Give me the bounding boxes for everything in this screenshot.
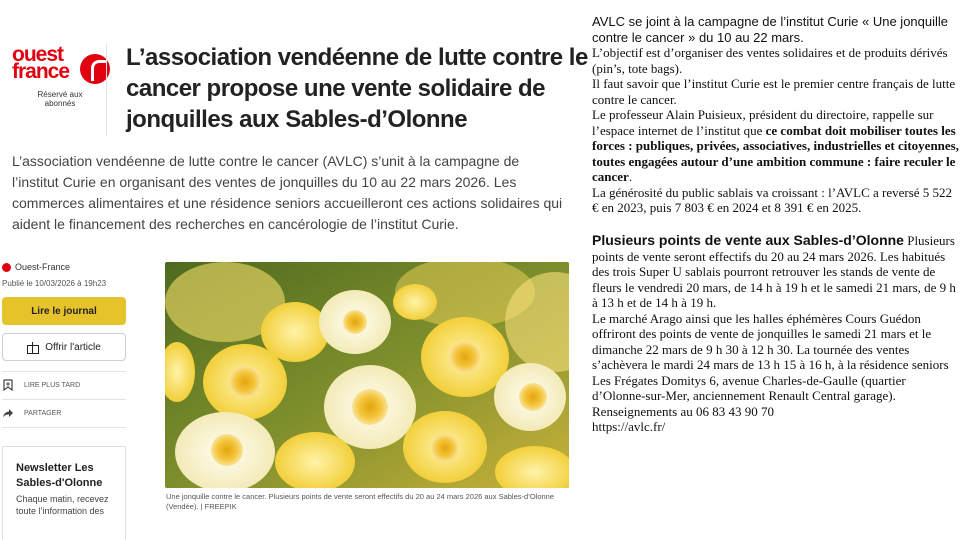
divider [2,371,126,372]
photo-caption: Une jonquille contre le cancer. Plusieurs points de vente seront effectifs du 20 au 24 mars 2026 aux Sables-d’Olonne (Vendée). | FREEPIK [166,492,555,511]
paragraph-quote [592,107,960,185]
offer-article-label: Offrir l'article [45,341,101,353]
daffodil-photo [165,262,569,488]
divider [2,427,126,428]
article-chapo [12,151,592,235]
ouest-france-logo[interactable] [8,40,104,135]
bookmark-icon [2,379,14,391]
offer-article-button[interactable] [2,333,126,361]
article-source [2,262,70,272]
paragraph: Le marché Arago ainsi que les halles éphémères Cours Guédon offriront des points de vente de jonquilles le samedi 21 mars et le dimanche 22 mars de 9 h 30 à 12 h 30. La tournée des ventes s’achèvera le mardi 24 mars de 13 h 15 à 16 h, à la résidence seniors Les Frégates Domitys 6, avenue Charles-de-Gaulle (quartier d’Olonne-sur-Mer, anciennement Renault Central garage). Renseignements au 06 83 43 90 70 [592,310,949,419]
newsletter-text: Chaque matin, recevez toute l’information des [16,494,109,516]
newsletter-title: Newsletter Les Sables-d'Olonne [16,462,103,489]
quote-lead: Le professeur Alain Puisieux, président du directoire, rappelle sur l’espace internet de l’institut que [592,107,934,138]
read-journal-button[interactable]: Lire le journal [2,297,126,325]
logo-divider [106,44,107,136]
pasted-article-text [592,14,960,435]
daffodil-photo-drawing [165,262,569,488]
source-name: Ouest-France [15,262,71,272]
spacer [592,216,960,232]
paragraph: La générosité du public sablais va croissant : l’AVLC a reversé 5 522 € en 2023, puis 7 803 € en 2024 et 8 391 € en 2025. [592,184,953,215]
share-arrow-icon [2,407,14,419]
paragraph-intro: AVLC se joint à la campagne de l’institut Curie « Une jonquille contre le cancer » du 10 au 22 mars. [592,14,949,45]
published-date: Publié le 10/03/2026 à 19h23 [2,279,107,288]
gift-icon [27,342,39,353]
avlc-link[interactable]: https://avlc.fr/ [592,419,666,434]
article-headline: L’association vendéenne de lutte contre le cancer propose une vente solidaire de jonquilles aux Sables-d’Olonne [126,44,588,133]
share-label: PARTAGER [24,409,62,417]
chapo-line: L’association vendéenne de lutte contre le cancer (AVLC) s’unit à la campagne de [12,153,520,169]
quote-bold: ce combat doit mobiliser toutes les forces : publiques, privées, associatives, industrielles et citoyennes, toutes engagées autour d’une ambition commune : faire reculer le cancer [592,122,959,184]
newsletter-box[interactable] [2,446,126,540]
chapo-line: l’institut Curie en organisant des ventes de jonquilles du 10 au 22 mars 2026. Les [12,174,517,190]
paragraph: L’objectif est d’organiser des ventes solidaires et de produits dérivés (pin’s, tote bags). [592,45,948,76]
paragraph-section [592,232,960,311]
chapo-line: commerces alimentaires et une résidence seniors accueilleront ces actions solidaires qui [12,195,563,211]
divider [2,399,126,400]
read-later-label: LIRE PLUS TARD [24,381,81,389]
section-title: Plusieurs points de vente aux Sables-d’Olonne [592,231,904,248]
quote-end: . [628,169,633,184]
share-button[interactable] [2,401,126,425]
paragraph: Il faut savoir que l’institut Curie est le premier centre français de lutte contre le cancer. [592,76,956,107]
chapo-line: aident le financement des recherches en cancérologie de l’institut Curie. [12,216,459,232]
ouest-france-dot-icon [2,263,11,272]
section-body: Plusieurs points de vente seront effectifs du 20 au 24 mars 2026. Les habitués des trois Super U sablais pourront retrouver les stands de vente de fleurs le vendredi 20 mars, de 14 h à 19 h et le samedi 21 mars, de 9 h à 13 h et de 14 h à 19 h. [592,232,956,310]
logo-wordmark: ouest france [12,43,70,83]
subscriber-badge: Réservé aux abonnés [37,90,83,108]
read-later-button[interactable] [2,373,126,397]
